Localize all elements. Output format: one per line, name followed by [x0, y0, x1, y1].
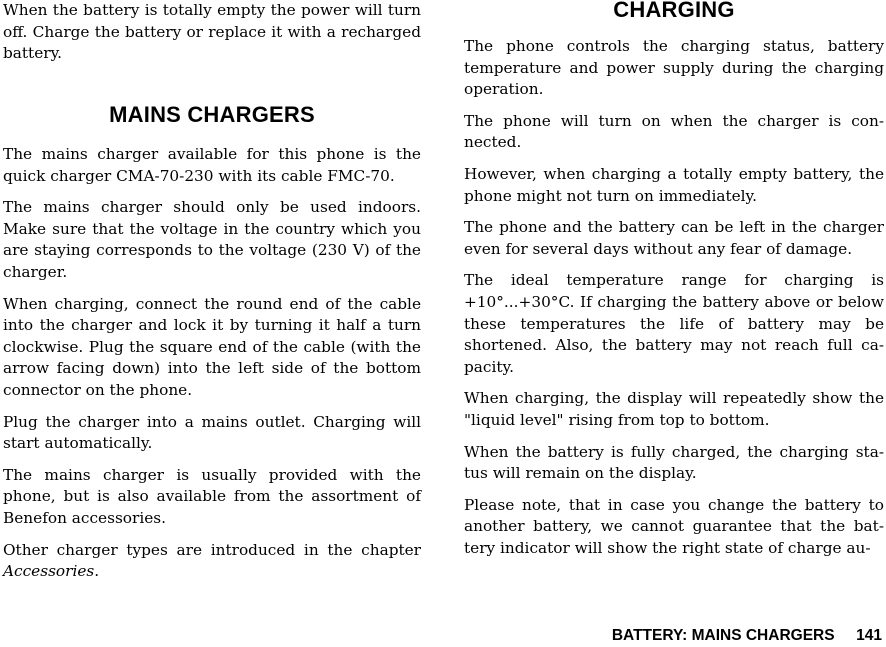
footer-section-title: BATTERY: MAINS CHARGERS: [611, 627, 835, 644]
paragraph: When the battery is fully charged, the charging status will remain on the display.: [464, 442, 884, 483]
paragraph: When charging, the display will repeatedly show the "liquid level" rising from top to bottom.: [464, 389, 884, 429]
paragraph: The ideal temperature range for charging is +10°...+30°C. If charging the battery above or below these temperatures the life of battery may be shortened. Also, the battery may not reach full capacity.: [464, 271, 884, 376]
charging-body: [464, 36, 884, 569]
intro-paragraph: When the battery is totally empty the power will turn off. Charge the battery or replace it with a recharged battery.: [3, 1, 421, 63]
charging-heading: CHARGING: [613, 0, 735, 22]
accessories-chapter-ref: Accessories: [3, 562, 95, 581]
paragraph: Please note, that in case you change the battery to another battery, we cannot guarantee that the battery indicator will show the right state of charge au-: [464, 495, 884, 557]
paragraph-end: .: [94, 562, 100, 581]
paragraph: The mains charger should only be used indoors. Make sure that the voltage in the country which you are staying corresponds to the voltage (230 V) of the charger.: [3, 198, 421, 281]
paragraph: Plug the charger into a mains outlet. Charging will start automatically.: [3, 412, 421, 453]
paragraph: The phone and the battery can be left in the charger even for several days without any fear of damage.: [464, 218, 884, 258]
page-number: 141: [856, 627, 882, 644]
paragraph-text: Other charger types are introduced in the chapter: [3, 540, 421, 559]
page-footer: [612, 627, 882, 645]
paragraph: When charging, connect the round end of the cable into the charger and lock it by turning it half a turn clockwise. Plug the square end of the cable (with the arrow facing down) into the left side of the bottom connector on the phone.: [3, 294, 421, 399]
mains-chargers-body: [3, 144, 421, 593]
left-column: [3, 0, 421, 75]
accessories-paragraph: [3, 540, 421, 583]
paragraph: The phone controls the charging status, battery temperature and power supply during the charging operation.: [464, 37, 884, 99]
paragraph: The phone will turn on when the charger is connected.: [464, 111, 884, 152]
paragraph: The mains charger is usually provided with the phone, but is also available from the assortment of Benefon accessories.: [3, 465, 421, 527]
paragraph: However, when charging a totally empty battery, the phone might not turn on immediately.: [464, 164, 884, 205]
mains-chargers-heading: MAINS CHARGERS: [109, 102, 315, 127]
paragraph: The mains charger available for this phone is the quick charger CMA-70-230 with its cable FMC-70.: [3, 145, 421, 185]
